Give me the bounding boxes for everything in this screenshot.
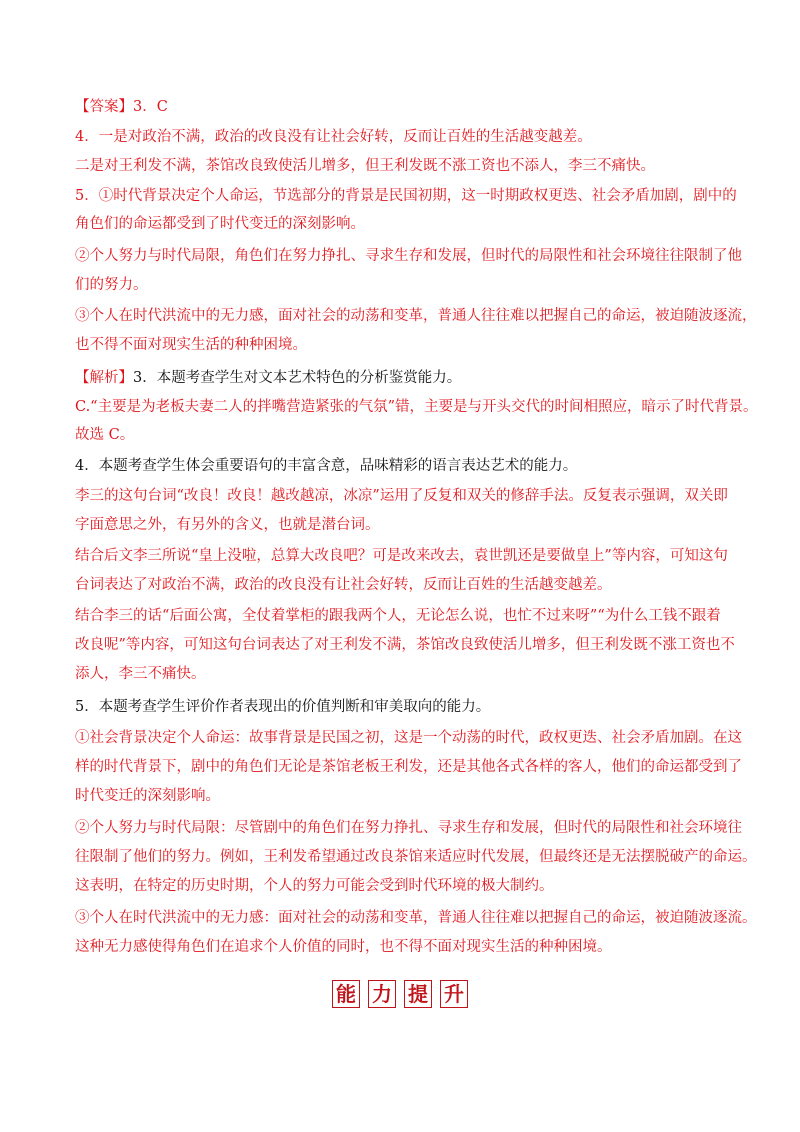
answer-q4-line: 二是对王利发不满，茶馆改良致使活儿增多，但王利发既不涨工资也不添人，李三不痛快。 — [75, 158, 655, 174]
analysis-q4-intro: 4．本题考查学生体会重要语句的丰富含意，品味精彩的语言表达艺术的能力。 — [75, 458, 578, 474]
answer-q5-line: 们的努力。 — [75, 277, 148, 293]
analysis-q5-line: ①社会背景决定个人命运：故事背景是民国之初，这是一个动荡的时代，政权更迭、社会矛盾加剧。在这 — [75, 730, 742, 746]
analysis-q5-line: 样的时代背景下，剧中的角色们无论是茶馆老板王利发，还是其他各式各样的客人，他们的命运都受到了 — [75, 759, 742, 775]
section-heading-char: 力 — [368, 980, 396, 1008]
answer-q5-line: 角色们的命运都受到了时代变迁的深刻影响。 — [75, 216, 365, 232]
analysis-q3-line: C.“主要是为老板夫妻二人的拌嘴营造紧张的气氛”错，主要是与开头交代的时间相照应，暗示了时代背景。 — [75, 399, 758, 415]
analysis-header — [75, 368, 461, 388]
answer-q5-line: ③个人在时代洪流中的无力感，面对社会的动荡和变革，普通人往往难以把握自己的命运，被迫随波逐流， — [75, 308, 757, 324]
analysis-q4-line: 添人，李三不痛快。 — [75, 666, 206, 682]
analysis-q4-line: 改良呢”等内容，可知这句台词表达了对王利发不满，茶馆改良致使活儿增多，但王利发既不涨工资也不 — [75, 637, 735, 653]
answer-q5-line: 5．①时代背景决定个人命运，节选部分的背景是民国初期，这一时期政权更迭、社会矛盾加剧，剧中的 — [75, 188, 737, 204]
analysis-q4-line: 李三的这句台词“改良！改良！越改越凉，冰凉”运用了反复和双关的修辞手法。反复表示强调，双关即 — [75, 488, 728, 504]
analysis-q5-line: ③个人在时代洪流中的无力感：面对社会的动荡和变革，普通人往往难以把握自己的命运，被迫随波逐流。 — [75, 910, 757, 926]
section-heading-char: 升 — [440, 980, 468, 1008]
analysis-q5-intro: 5．本题考查学生评价作者表现出的价值判断和审美取向的能力。 — [75, 699, 491, 715]
section-heading-char: 能 — [332, 980, 360, 1008]
section-heading-char: 提 — [404, 980, 432, 1008]
answer-q5-line: ②个人努力与时代局限，角色们在努力挣扎、寻求生存和发展，但时代的局限性和社会环境往往限制了他 — [75, 248, 742, 264]
analysis-q5-line: 这表明，在特定的历史时期，个人的努力可能会受到时代环境的极大制约。 — [75, 878, 554, 894]
analysis-q5-line: 这种无力感使得角色们在追求个人价值的同时，也不得不面对现实生活的种种困境。 — [75, 939, 612, 955]
analysis-label: 【解析】 — [75, 370, 133, 386]
analysis-q4-line: 结合后文李三所说“皇上没啦，总算大改良吧？可是改来改去，袁世凯还是要做皇上”等内容，可知这句 — [75, 548, 728, 564]
answer-q5-line: 也不得不面对现实生活的种种困境。 — [75, 337, 307, 353]
analysis-q5-line: 往限制了他们的努力。例如，王利发希望通过改良茶馆来适应时代发展，但最终还是无法摆脱破产的命运。 — [75, 849, 757, 865]
section-heading — [0, 980, 800, 1008]
answer-q4-line: 4．一是对政治不满，政治的改良没有让社会好转，反而让百姓的生活越变越差。 — [75, 129, 592, 145]
analysis-q3-line: 故选 C。 — [75, 427, 135, 443]
analysis-q4-line: 结合李三的话“后面公寓，全仗着掌柜的跟我两个人，无论怎么说，也忙不过来呀”“为什么工钱不跟着 — [75, 608, 721, 624]
analysis-q3-intro: 3．本题考查学生对文本艺术特色的分析鉴赏能力。 — [133, 370, 462, 386]
analysis-q5-line: ②个人努力与时代局限：尽管剧中的角色们在努力挣扎、寻求生存和发展，但时代的局限性和社会环境往 — [75, 820, 742, 836]
answer-header — [75, 97, 168, 117]
analysis-q4-line: 台词表达了对政治不满，政治的改良没有让社会好转，反而让百姓的生活越变越差。 — [75, 577, 612, 593]
analysis-q5-line: 时代变迁的深刻影响。 — [75, 788, 220, 804]
answer-q3: 3．C — [133, 99, 168, 115]
answer-label: 【答案】 — [75, 99, 133, 115]
analysis-q4-line: 字面意思之外，有另外的含义，也就是潜台词。 — [75, 517, 380, 533]
